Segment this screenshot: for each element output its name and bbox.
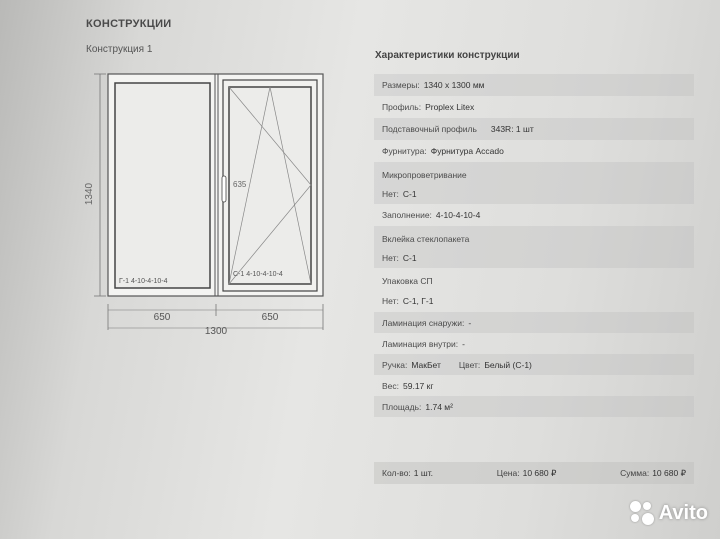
right-sash-label: С-1 4-10-4-10-4: [233, 271, 283, 278]
fill-value: 4-10-4-10-4: [435, 210, 481, 220]
height-label: 1340: [84, 182, 95, 206]
handle-value: МакБет: [411, 359, 441, 370]
handle-height-label: 635: [233, 180, 247, 189]
row-micro-no: [374, 183, 694, 204]
price: [497, 468, 557, 479]
micro-no-label: Нет:: [382, 188, 399, 199]
qty-value: 1 шт.: [413, 468, 434, 478]
weight-label: Вес:: [382, 380, 400, 391]
window-handle: [222, 176, 226, 202]
row-glazing-no: [374, 247, 694, 268]
properties-title: Характеристики конструкции: [375, 50, 520, 61]
sum-label: Сумма:: [620, 467, 650, 478]
row-hardware: [374, 140, 694, 162]
pack-no-label: Нет:: [382, 296, 399, 306]
row-sub-profile: [374, 118, 694, 140]
lam-in-value: -: [462, 338, 465, 349]
row-sizes: [374, 74, 694, 96]
row-fill: [374, 204, 694, 226]
sizes-label: Размеры:: [382, 80, 420, 90]
lam-out-value: -: [468, 317, 472, 328]
glazing-no-label: Нет:: [382, 252, 399, 263]
sum: [620, 468, 686, 479]
section-title: КОНСТРУКЦИИ: [86, 18, 172, 30]
lam-in-label: Ламинация внутри:: [382, 338, 459, 349]
pack-label: Упаковка СП: [382, 276, 433, 286]
row-pack-no: [374, 290, 694, 312]
glazing-no-value: С-1: [402, 252, 417, 263]
avito-brand: Avito: [658, 501, 708, 524]
row-handle: [374, 354, 694, 375]
row-lam-out: [374, 312, 694, 333]
row-weight: [374, 375, 694, 396]
hardware-value: Фурнитура Accado: [430, 146, 504, 156]
qty-label: Кол-во:: [382, 468, 411, 478]
handle-label: Ручка:: [382, 359, 408, 370]
profile-label: Профиль:: [382, 102, 422, 112]
area-value: 1.74 м²: [425, 401, 453, 412]
color-value: Белый (С-1): [484, 359, 532, 370]
row-profile: [374, 96, 694, 118]
construction-title: Конструкция 1: [86, 44, 153, 55]
micro-label: Микропроветривание: [382, 169, 467, 180]
micro-no-value: С-1: [402, 188, 417, 199]
row-area: [374, 396, 694, 417]
fill-label: Заполнение:: [382, 210, 432, 220]
row-pack: [374, 268, 694, 290]
window-drawing: [78, 66, 338, 341]
left-fixed-pane: [115, 83, 210, 288]
properties-table: [374, 74, 694, 417]
sum-value: 10 680 ₽: [652, 467, 686, 478]
sizes-value: 1340 x 1300 мм: [423, 80, 485, 90]
left-sash-label: Г-1 4-10-4-10-4: [119, 278, 168, 285]
avito-watermark: [630, 501, 708, 525]
row-glazing: [374, 226, 694, 247]
row-micro: [374, 162, 694, 183]
price-value: 10 680 ₽: [522, 467, 557, 478]
pack-no-value: С-1, Г-1: [402, 296, 434, 306]
lam-out-label: Ламинация снаружи:: [382, 317, 465, 328]
avito-logo-icon: [630, 501, 654, 525]
weight-value: 59.17 кг: [403, 380, 434, 391]
area-label: Площадь:: [382, 401, 422, 412]
profile-value: Proplex Litex: [425, 102, 475, 112]
total-width-label: 1300: [204, 326, 228, 337]
sub-profile-value: 343R: 1 шт: [490, 124, 534, 134]
sub-profile-label: Подставочный профиль: [382, 124, 477, 134]
right-width-label: 650: [261, 312, 279, 323]
price-label: Цена:: [496, 467, 520, 478]
hardware-label: Фурнитура:: [382, 146, 427, 156]
qty: [382, 468, 433, 478]
color-label: Цвет:: [458, 359, 481, 370]
left-width-label: 650: [153, 312, 171, 323]
totals-row: [374, 462, 694, 484]
glazing-label: Вклейка стеклопакета: [382, 233, 470, 244]
row-lam-in: [374, 333, 694, 354]
